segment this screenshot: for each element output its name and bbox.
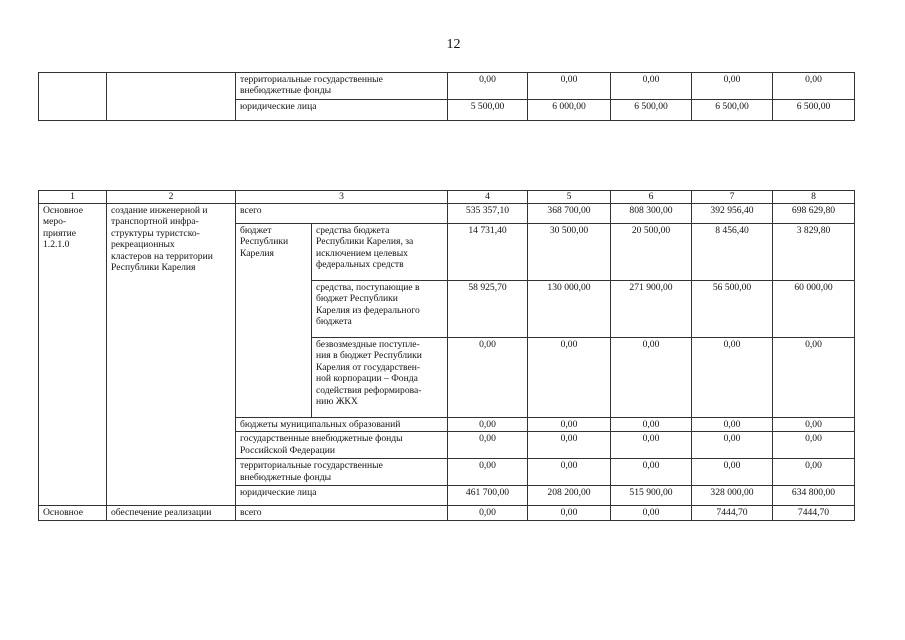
value-cell: 14 731,40	[448, 224, 528, 281]
source-label: государственные внебюджетные фонды Российской Федерации	[236, 432, 448, 459]
table-row	[39, 204, 855, 224]
value-cell: 392 956,40	[692, 204, 773, 224]
value-cell: 60 000,00	[773, 281, 855, 338]
value-cell: 0,00	[528, 338, 611, 418]
value-cell: 6 500,00	[611, 100, 692, 121]
value-cell: 0,00	[528, 418, 611, 432]
value-cell: 0,00	[773, 418, 855, 432]
page-number: 12	[446, 37, 461, 52]
value-cell: 634 800,00	[773, 486, 855, 506]
value-cell: 0,00	[773, 73, 855, 100]
table-row	[39, 73, 855, 100]
value-cell: 6 500,00	[692, 100, 773, 121]
empty-cell	[39, 73, 107, 121]
source-label: бюджеты муниципальных образований	[236, 418, 448, 432]
value-cell: 328 000,00	[692, 486, 773, 506]
column-header: 2	[107, 191, 236, 204]
value-cell: 0,00	[528, 73, 611, 100]
value-cell: 535 357,10	[448, 204, 528, 224]
value-cell: 368 700,00	[528, 204, 611, 224]
budget-group-label: бюджет Республики Карелия	[236, 224, 312, 418]
source-label: всего	[236, 204, 448, 224]
column-header: 1	[39, 191, 107, 204]
value-cell: 0,00	[528, 506, 611, 520]
value-cell: 7444,70	[773, 506, 855, 520]
value-cell: 0,00	[692, 459, 773, 486]
source-label: средства, поступающие в бюджет Республики Карелия из федерального бюджета	[312, 281, 448, 338]
value-cell: 0,00	[448, 459, 528, 486]
activity-code: Основное	[39, 506, 107, 520]
value-cell: 6 500,00	[773, 100, 855, 121]
value-cell: 515 900,00	[611, 486, 692, 506]
value-cell: 0,00	[611, 506, 692, 520]
value-cell: 808 300,00	[611, 204, 692, 224]
value-cell: 0,00	[528, 459, 611, 486]
value-cell: 0,00	[448, 432, 528, 459]
value-cell: 0,00	[773, 338, 855, 418]
funding-table-continuation	[38, 72, 855, 121]
column-header: 5	[528, 191, 611, 204]
value-cell: 0,00	[692, 338, 773, 418]
value-cell: 130 000,00	[528, 281, 611, 338]
value-cell: 0,00	[692, 73, 773, 100]
column-header: 8	[773, 191, 855, 204]
source-label: юридические лица	[236, 100, 448, 121]
value-cell: 3 829,80	[773, 224, 855, 281]
value-cell: 7444,70	[692, 506, 773, 520]
source-label: всего	[236, 506, 448, 520]
value-cell: 58 925,70	[448, 281, 528, 338]
source-label: территориальные государственные внебюджетные фонды	[236, 73, 448, 100]
source-label: средства бюджета Республики Карелия, за исключением целевых федеральных средств	[312, 224, 448, 281]
value-cell: 20 500,00	[611, 224, 692, 281]
value-cell: 0,00	[773, 459, 855, 486]
column-header: 7	[692, 191, 773, 204]
value-cell: 0,00	[448, 418, 528, 432]
value-cell: 0,00	[448, 506, 528, 520]
value-cell: 271 900,00	[611, 281, 692, 338]
column-header: 6	[611, 191, 692, 204]
activity-name: создание инженерной и транспортной инфра- структуры туристско- рекреационных кластеров на территории Республики Карелия	[107, 204, 236, 506]
header-row	[39, 191, 855, 204]
value-cell: 208 200,00	[528, 486, 611, 506]
value-cell: 56 500,00	[692, 281, 773, 338]
activity-name: обеспечение реализации	[107, 506, 236, 520]
value-cell: 698 629,80	[773, 204, 855, 224]
value-cell: 0,00	[692, 418, 773, 432]
value-cell: 0,00	[611, 459, 692, 486]
source-label: юридические лица	[236, 486, 448, 506]
value-cell: 0,00	[611, 338, 692, 418]
funding-table	[38, 190, 855, 521]
value-cell: 0,00	[448, 73, 528, 100]
value-cell: 5 500,00	[448, 100, 528, 121]
value-cell: 0,00	[611, 432, 692, 459]
table-row	[39, 506, 855, 520]
source-label: безвозмездные поступле- ния в бюджет Республики Карелия от государствен- ной корпорации – Фонда содействия реформирова- нию ЖКХ	[312, 338, 448, 418]
activity-code: Основное меро- приятие 1.2.1.0	[39, 204, 107, 506]
value-cell: 0,00	[773, 432, 855, 459]
column-header: 4	[448, 191, 528, 204]
value-cell: 8 456,40	[692, 224, 773, 281]
value-cell: 0,00	[692, 432, 773, 459]
value-cell: 0,00	[611, 418, 692, 432]
value-cell: 6 000,00	[528, 100, 611, 121]
empty-cell	[107, 73, 236, 121]
value-cell: 0,00	[611, 73, 692, 100]
column-header: 3	[236, 191, 448, 204]
value-cell: 0,00	[448, 338, 528, 418]
value-cell: 461 700,00	[448, 486, 528, 506]
value-cell: 0,00	[528, 432, 611, 459]
value-cell: 30 500,00	[528, 224, 611, 281]
source-label: территориальные государственные внебюджетные фонды	[236, 459, 448, 486]
